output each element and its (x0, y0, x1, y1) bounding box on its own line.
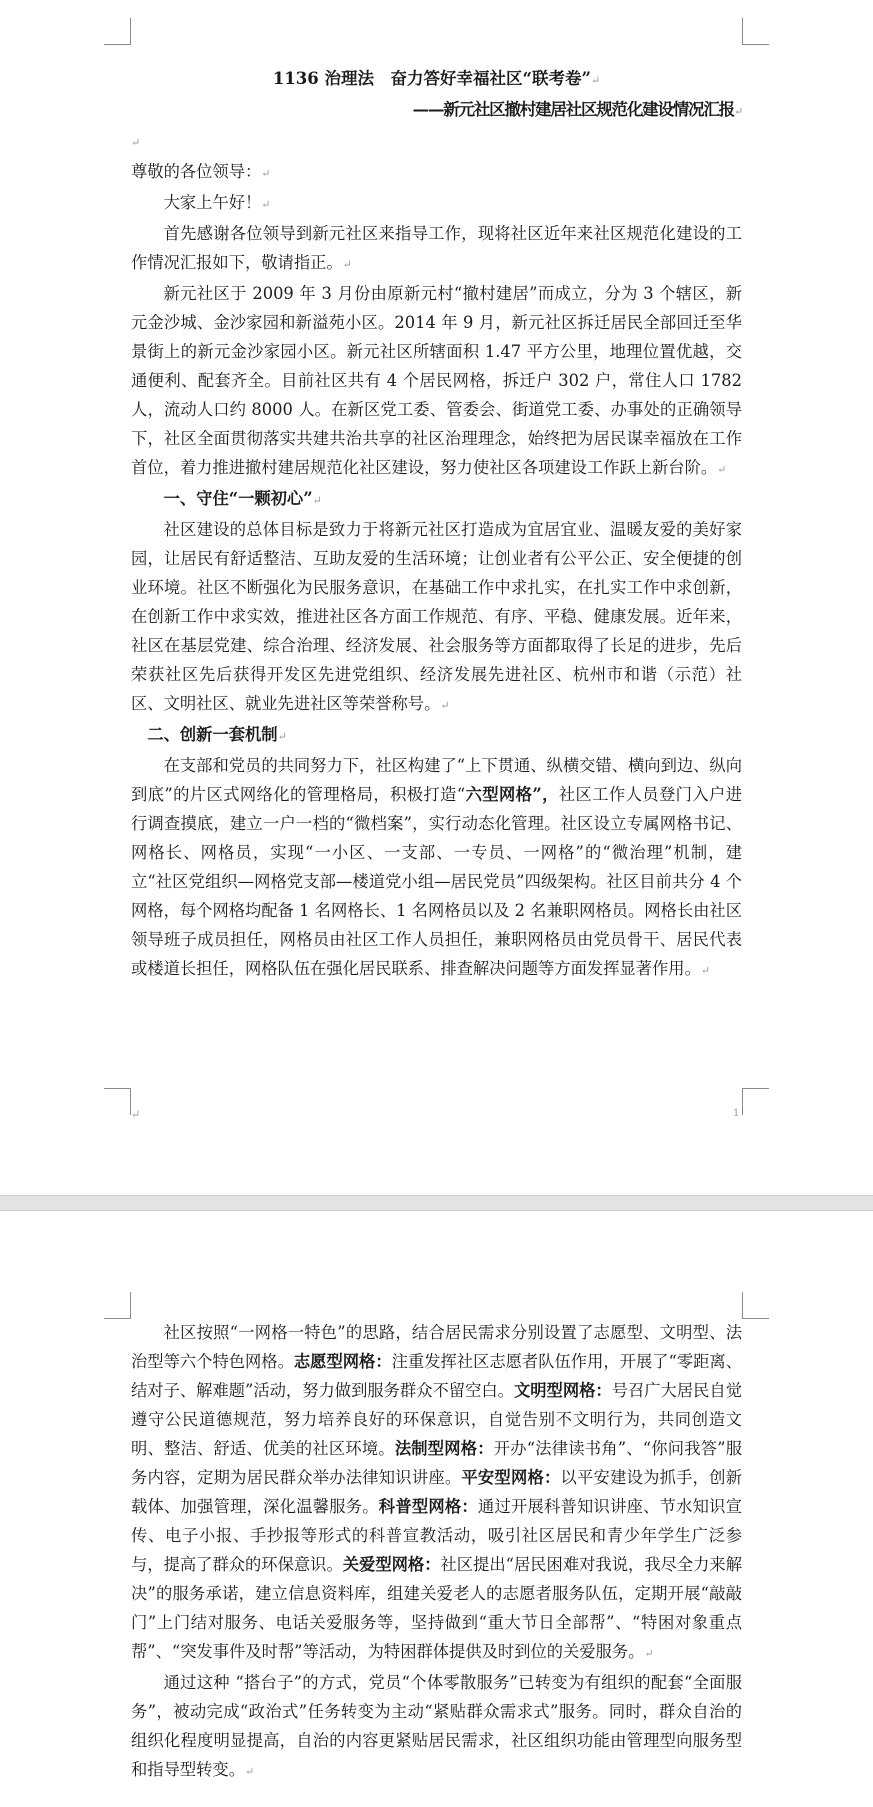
section-1-paragraph: 社区建设的总体目标是致力于将新元社区打造成为宜居宜业、温暖友爱的美好家园，让居民有舒适整洁、互助友爱的生活环境；让创业者有公平公正、安全便捷的创业环境。社区不断强化为民服务意识，在基础工作中求扎实，在扎实工作中求创新，在创新工作中求实效，推进社区各方面工作规范、有序、平稳、健康发展。近年来，社区在基层党建、综合治理、经济发展、社会服务等方面都取得了长足的进步，先后荣获社区先后获得开发区先进党组织、经济发展先进社区、杭州市和谐（示范）社区、文明社区、就业先进社区等荣誉称号。↵ (131, 520, 742, 713)
crop-mark-top-left (104, 18, 131, 45)
crop-mark-bottom-right (742, 1088, 769, 1115)
section-2-paragraph: 在支部和党员的共同努力下，社区构建了“上下贯通、纵横交错、横向到边、纵向到底”的片区式网络化的管理格局，积极打造“六型网格”，社区工作人员登门入户进行调查摸底，建立一户一档的“微档案”，实行动态化管理。社区设立专属网格书记、网格长、网格员，实现“一小区、一支部、一专员、一网格”的“微治理”机制，建立“社区党组织—网格党支部—楼道党小组—居民党员”四级架构。社区目前共分 4 个网格，每个网格均配备 1 名网格长、1 名网格员以及 2 名兼职网格员。网格长由社区领导班子成员担任，网格员由社区工作人员担任，兼职网格员由党员骨干、居民代表或楼道长担任，网格队伍在强化居民联系、排查解决问题等方面发挥显著作用。↵ (131, 756, 742, 978)
section-2-heading: 二、创新一套机制↵ (147, 725, 287, 744)
service-transformation-paragraph: 通过这种 “搭台子”的方式，党员“个体零散服务”已转变为有组织的配套“全面服务”，被动完成“政治式”任务转变为主动“紧贴群众需求式”服务。同时，群众自治的组织化程度明显提高，自治的内容更紧贴居民需求，社区组织功能由管理型向服务型和指导型转变。↵ (131, 1673, 742, 1779)
crop-mark-top-right (742, 1292, 769, 1319)
document-page-2 (0, 1211, 873, 1807)
section-1-heading: 一、守住“一颗初心”↵ (163, 489, 322, 508)
grid-types-paragraph: 社区按照“一网格一特色”的思路，结合居民需求分别设置了志愿型、文明型、法治型等六个特色网格。志愿型网格：注重发挥社区志愿者队伍作用，开展了“零距离、结对子、解难题”活动，努力做到服务群众不留空白。文明型网格：号召广大居民自觉遵守公民道德规范，努力培养良好的环保意识，自觉告别不文明行为，共同创造文明、整洁、舒适、优美的社区环境。法制型网格：开办“法律读书角”、“你问我答”服务内容，定期为居民群众举办法律知识讲座。平安型网格：以平安建设为抓手，创新载体、加强管理，深化温馨服务。科普型网格：通过开展科普知识讲座、节水知识宣传、电子小报、手抄报等形式的科普宣教活动，吸引社区居民和青少年学生广泛参与，提高了群众的环保意识。关爱型网格：社区提出“居民困难对我说，我尽全力来解决”的服务承诺，建立信息资料库，组建关爱老人的志愿者服务队伍，定期开展“敲敲门”上门结对服务、电话关爱服务等，坚持做到“重大节日全部帮”、“特困对象重点帮”、“突发事件及时帮”等活动，为特困群体提供及时到位的关爱服务。↵ (131, 1323, 742, 1661)
document-subtitle: ——新元社区撤村建居社区规范化建设情况汇报↵ (412, 100, 742, 119)
page-2-body[interactable] (131, 1318, 742, 1786)
crop-mark-bottom-left (104, 1088, 131, 1115)
page-separator (0, 1195, 873, 1211)
crop-mark-top-left (104, 1292, 131, 1319)
salutation: 尊敬的各位领导：↵ (131, 162, 271, 181)
page-1-body[interactable] (131, 64, 742, 985)
crop-mark-top-right (742, 18, 769, 45)
greeting: 大家上午好！↵ (163, 193, 271, 212)
footer-paragraph-mark: ↵ (131, 1108, 141, 1121)
empty-paragraph: ↵ (131, 136, 141, 149)
background-paragraph: 新元社区于 2009 年 3 月份由原新元村“撤村建居”而成立，分为 3 个辖区，新元金沙城、金沙家园和新溢苑小区。2014 年 9 月，新元社区拆迁居民全部回迁至华景街上的新元金沙家园小区。新元社区所辖面积 1.47 平方公里，地理位置优越，交通便利、配套齐全。目前社区共有 4 个居民网格，拆迁户 302 户，常住人口 1782 人，流动人口约 8000 人。在新区党工委、管委会、街道党工委、办事处的正确领导下，社区全面贯彻落实共建共治共享的社区治理理念，始终把为居民谋幸福放在工作首位，着力推进撤村建居规范化社区建设，努力使社区各项建设工作跃上新台阶。↵ (131, 284, 742, 477)
intro-paragraph: 首先感谢各位领导到新元社区来指导工作，现将社区近年来社区规范化建设的工作情况汇报如下，敬请指正。↵ (131, 224, 742, 272)
document-title: 1136 治理法 奋力答好幸福社区“联考卷”↵ (272, 69, 601, 88)
page-number: 1 (733, 1108, 740, 1119)
